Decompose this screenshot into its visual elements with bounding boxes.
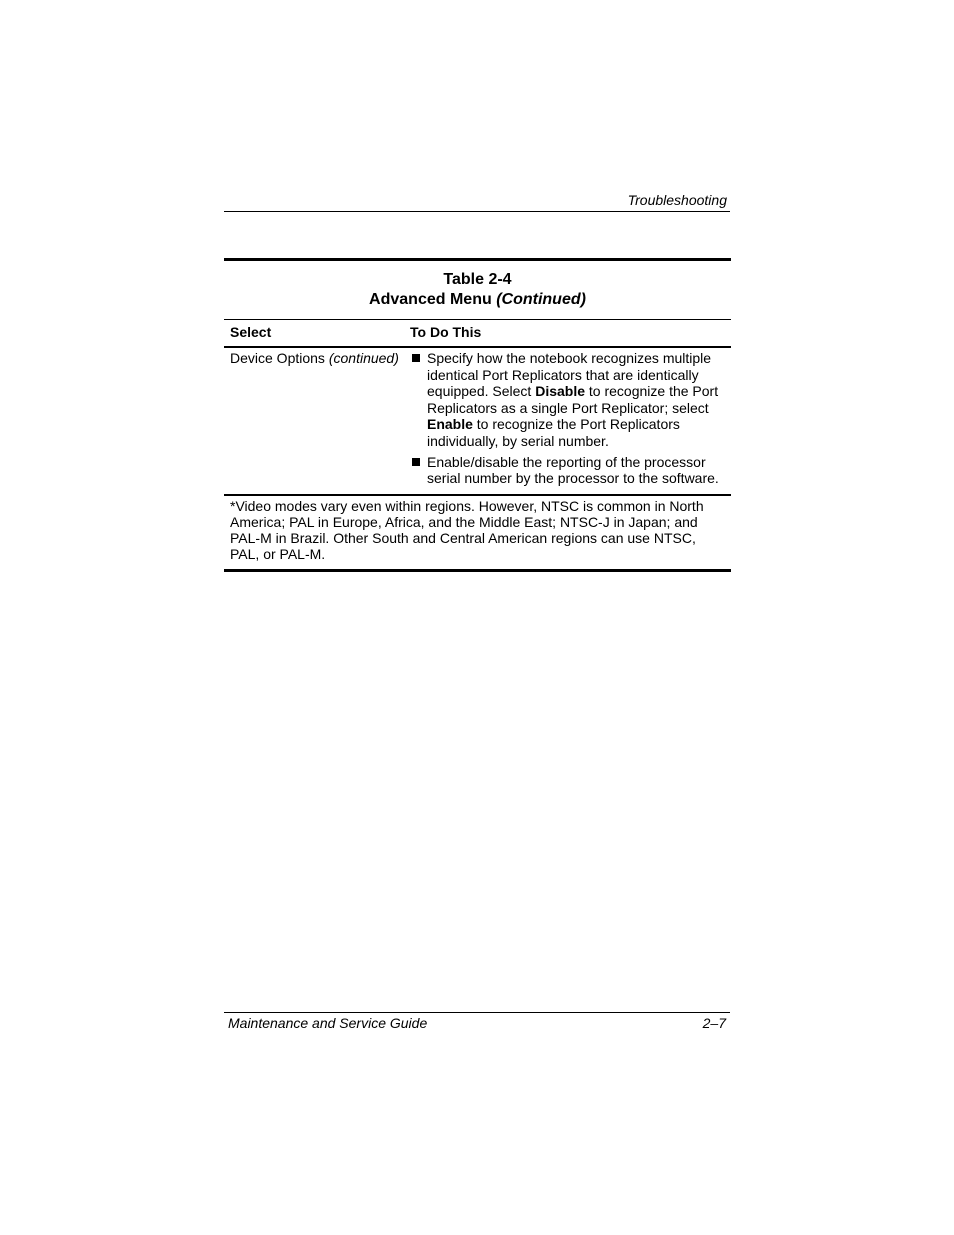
bullet-bold-enable: Enable (427, 416, 473, 433)
table-title (224, 290, 731, 310)
square-bullet-icon (412, 458, 420, 466)
bullet-text: to recognize the Port Replicators as a single Port Replicator; select (427, 383, 719, 416)
table-row (224, 348, 731, 496)
column-header-select: Select (230, 324, 272, 340)
running-header-section: Troubleshooting (627, 192, 727, 208)
table-title-suffix: (Continued) (496, 291, 586, 308)
header-rule (224, 211, 730, 212)
row-todo-cell (410, 350, 731, 487)
table-footnote: *Video modes vary even within regions. However, NTSC is common in North America; PAL in Europe, Africa, and the Middle East; NTSC-J in Japan; and PAL-M in Brazil. Other South and Central American regions can use NTSC, PAL, or PAL-M. (230, 497, 704, 562)
table-title-main: Advanced Menu (369, 291, 492, 308)
row-select-cell (224, 350, 410, 487)
row-select-label: Device Options (230, 350, 325, 366)
bullet-text: Specify how the notebook recognizes multiple identical Port Replicators that are identically equipped. Select (427, 350, 712, 400)
table-caption (224, 261, 731, 320)
bullet-bold-disable: Disable (535, 383, 586, 400)
square-bullet-icon (412, 354, 420, 362)
row-select-suffix: (continued) (328, 350, 399, 366)
footer-guide-title: Maintenance and Service Guide (228, 1015, 428, 1031)
list-item (410, 350, 731, 450)
table-column-headers (224, 320, 731, 348)
column-header-to-do-this: To Do This (410, 324, 482, 340)
bullet-text: Enable/disable the reporting of the processor serial number by the processor to the software. (427, 453, 719, 487)
bullet-text: to recognize the Port Replicators individually, by serial number. (427, 416, 680, 449)
list-item (410, 454, 731, 487)
footer-page-number: 2–7 (702, 1015, 726, 1031)
advanced-menu-table (224, 258, 731, 572)
todo-bullet-list (410, 350, 731, 487)
table-number: Table 2-4 (443, 271, 512, 288)
